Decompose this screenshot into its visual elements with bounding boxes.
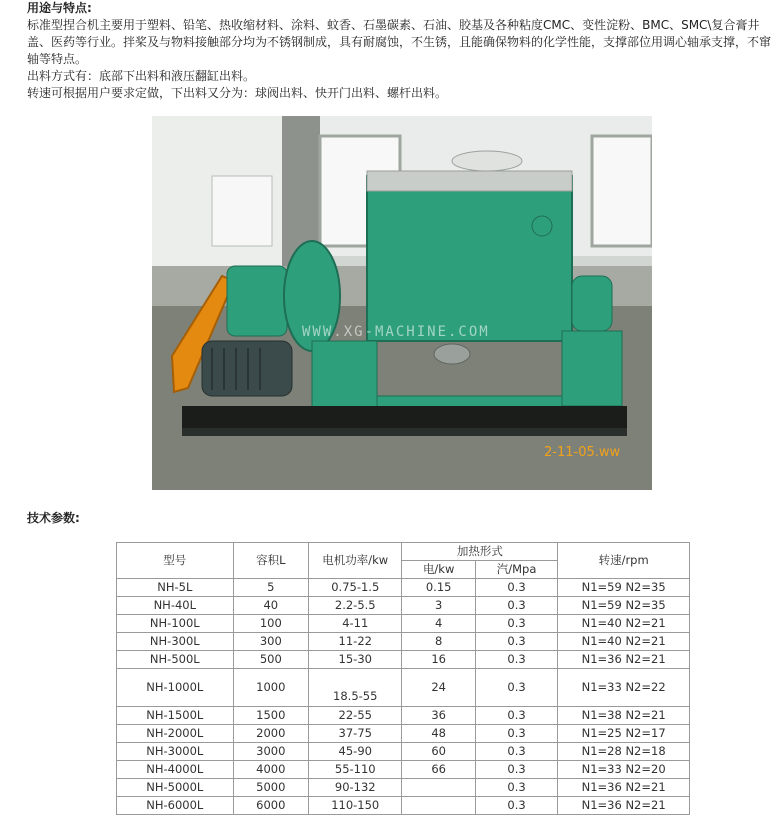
discharge-methods: 出料方式有：底部下出料和液压翻缸出料。 [27, 69, 256, 83]
cell-volume: 1000 [233, 669, 308, 707]
header-heating: 加热形式 [402, 543, 558, 561]
cell-steam: 0.3 [475, 597, 557, 615]
cell-electric: 16 [402, 651, 475, 669]
intro-heading: 用途与特点: [27, 1, 92, 15]
cell-speed: N1=40 N2=21 [558, 633, 690, 651]
cell-electric: 48 [402, 725, 475, 743]
table-row [117, 725, 690, 743]
cell-model: NH-100L [117, 615, 234, 633]
cell-power: 11-22 [309, 633, 402, 651]
table-row [117, 797, 690, 815]
cell-steam: 0.3 [475, 615, 557, 633]
table-row [117, 597, 690, 615]
cell-volume: 5000 [233, 779, 308, 797]
cell-model: NH-1500L [117, 707, 234, 725]
cell-electric: 3 [402, 597, 475, 615]
cell-electric: 60 [402, 743, 475, 761]
header-model: 型号 [117, 543, 234, 579]
kneader-machine-illustration [152, 116, 652, 490]
cell-steam: 0.3 [475, 633, 557, 651]
table-row [117, 633, 690, 651]
cell-volume: 100 [233, 615, 308, 633]
photo-timestamp: 2-11-05.ww [544, 445, 621, 460]
cell-speed: N1=33 N2=20 [558, 761, 690, 779]
cell-electric: 36 [402, 707, 475, 725]
cell-electric: 0.15 [402, 579, 475, 597]
cell-power: 45-90 [309, 743, 402, 761]
header-steam: 汽/Mpa [475, 561, 557, 579]
cell-steam: 0.3 [475, 669, 557, 707]
intro-paragraph: 标准型捏合机主要用于塑料、铅笔、热收缩材料、涂料、蚊香、石墨碳素、石油、胶基及各种粘度CMC、变性淀粉、BMC、SMC\复合膏井盖、医药等行业。拌桨及与物料接触部分均为不锈钢制成，具有耐腐蚀，不生锈，且能确保物料的化学性能，支撑部位用调心轴承支撑，不窜轴等特点。 [27, 18, 772, 66]
cell-speed: N1=28 N2=18 [558, 743, 690, 761]
cell-speed: N1=36 N2=21 [558, 651, 690, 669]
cell-model: NH-500L [117, 651, 234, 669]
cell-volume: 300 [233, 633, 308, 651]
table-row [117, 761, 690, 779]
cell-speed: N1=36 N2=21 [558, 797, 690, 815]
cell-electric [402, 797, 475, 815]
table-row [117, 579, 690, 597]
photo-watermark: WWW.XG-MACHINE.COM [302, 324, 490, 340]
cell-model: NH-3000L [117, 743, 234, 761]
cell-speed: N1=38 N2=21 [558, 707, 690, 725]
cell-steam: 0.3 [475, 761, 557, 779]
machine-photo [152, 116, 652, 490]
cell-volume: 40 [233, 597, 308, 615]
cell-steam: 0.3 [475, 725, 557, 743]
cell-electric [402, 779, 475, 797]
cell-power: 15-30 [309, 651, 402, 669]
cell-volume: 3000 [233, 743, 308, 761]
cell-speed: N1=40 N2=21 [558, 615, 690, 633]
cell-electric: 8 [402, 633, 475, 651]
cell-model: NH-6000L [117, 797, 234, 815]
table-row [117, 707, 690, 725]
table-row [117, 779, 690, 797]
cell-power: 2.2-5.5 [309, 597, 402, 615]
cell-power: 22-55 [309, 707, 402, 725]
header-speed: 转速/rpm [558, 543, 690, 579]
cell-model: NH-5L [117, 579, 234, 597]
cell-speed: N1=25 N2=17 [558, 725, 690, 743]
cell-power: 37-75 [309, 725, 402, 743]
spec-table [116, 542, 690, 815]
cell-model: NH-1000L [117, 669, 234, 707]
spec-title: 技术参数: [27, 511, 80, 525]
cell-speed: N1=59 N2=35 [558, 579, 690, 597]
header-power: 电机功率/kw [309, 543, 402, 579]
header-electric: 电/kw [402, 561, 475, 579]
cell-steam: 0.3 [475, 779, 557, 797]
speed-options: 转速可根据用户要求定做，下出料又分为：球阀出料、快开门出料、螺杆出料。 [27, 86, 448, 100]
table-row [117, 669, 690, 707]
cell-power: 18.5-55 [309, 669, 402, 707]
cell-steam: 0.3 [475, 797, 557, 815]
cell-model: NH-2000L [117, 725, 234, 743]
intro-section [27, 0, 775, 102]
cell-volume: 5 [233, 579, 308, 597]
cell-volume: 6000 [233, 797, 308, 815]
cell-model: NH-5000L [117, 779, 234, 797]
cell-speed: N1=36 N2=21 [558, 779, 690, 797]
table-row [117, 743, 690, 761]
cell-steam: 0.3 [475, 707, 557, 725]
table-row [117, 615, 690, 633]
cell-speed: N1=59 N2=35 [558, 597, 690, 615]
cell-model: NH-300L [117, 633, 234, 651]
cell-electric: 4 [402, 615, 475, 633]
table-row [117, 651, 690, 669]
header-volume: 容积L [233, 543, 308, 579]
cell-steam: 0.3 [475, 743, 557, 761]
cell-electric: 66 [402, 761, 475, 779]
cell-power: 55-110 [309, 761, 402, 779]
cell-steam: 0.3 [475, 651, 557, 669]
cell-power: 0.75-1.5 [309, 579, 402, 597]
cell-electric: 24 [402, 669, 475, 707]
cell-steam: 0.3 [475, 579, 557, 597]
cell-volume: 4000 [233, 761, 308, 779]
cell-model: NH-4000L [117, 761, 234, 779]
cell-volume: 2000 [233, 725, 308, 743]
cell-power: 4-11 [309, 615, 402, 633]
cell-volume: 500 [233, 651, 308, 669]
cell-power: 110-150 [309, 797, 402, 815]
cell-power: 90-132 [309, 779, 402, 797]
cell-model: NH-40L [117, 597, 234, 615]
cell-speed: N1=33 N2=22 [558, 669, 690, 707]
cell-volume: 1500 [233, 707, 308, 725]
